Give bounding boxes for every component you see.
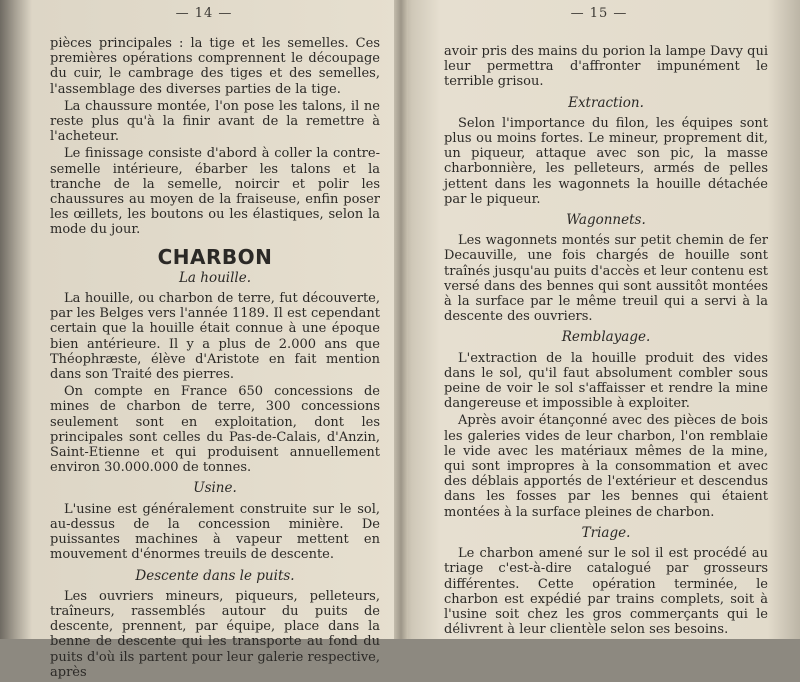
paragraph: L'extraction de la houille produit des vides dans le sol, qu'il faut absolument combler sous peine de voir le sol s'affaisser et rendre la mine dangereuse et impossible à exploiter.	[444, 350, 768, 412]
paragraph: La houille, ou charbon de terre, fut découverte, par les Belges vers l'année 1189. Il est cependant certain que la houille était connue à une époque bien antérieure. Il y a plus de 2.000 ans que Théophræste, élève d'Aristote en fait mention dans son Traité des pierres.	[50, 291, 380, 383]
section-heading: Extraction.	[568, 94, 644, 111]
paragraph: Après avoir étançonné avec des pièces de bois les galeries vides de leur charbon, l'on remblaie le vide avec les matériaux mêmes de la mine, qui sont impropres à la consommation et avec des déblais apportés de l'extérieur et descendus dans les fosses par les bennes qui étaient montées à la surface pleines de charbon.	[444, 413, 768, 520]
section-heading: Triage.	[581, 524, 631, 541]
paragraph: Le finissage consiste d'abord à coller la contre-semelle intérieure, ébarber les talons et la tranche de la semelle, noircir et polir les chaussures au moyen de la fraiseuse, enfin poser les œillets, les boutons ou les élastiques, selon la mode du jour.	[50, 146, 380, 238]
paragraph: pièces principales : la tige et les semelles. Ces premières opérations comprennent le découpage du cuir, le cambrage des tiges et des semelles, l'assemblage des diverses parties de la tige.	[50, 36, 380, 97]
book-spine	[394, 0, 408, 639]
section-heading: La houille.	[178, 269, 252, 286]
section-heading: Remblayage.	[561, 329, 651, 346]
right-page	[408, 0, 790, 639]
paragraph: Selon l'importance du filon, les équipes sont plus ou moins fortes. Le mineur, proprement dit, un piqueur, attaque avec son pic, la masse charbonnière, les pelleteurs, armés de pelles jettent dans les wagonnets la houille détachée par le piqueur.	[444, 115, 768, 207]
paragraph: La chaussure montée, l'on pose les talons, il ne reste plus qu'à la finir avant de la remettre à l'acheteur.	[50, 98, 380, 145]
paragraph: Les wagonnets montés sur petit chemin de fer Decauville, une fois chargés de houille sont traînés jusqu'au puits d'accès et leur contenu est versé dans des bennes qui sont aussitôt montées à la surface par le même treuil qui a servi à la descente des ouvriers.	[444, 233, 768, 325]
chapter-title: CHARBON	[157, 244, 273, 269]
right-page-text	[444, 44, 768, 639]
section-heading: Descente dans le puits.	[135, 567, 295, 584]
paragraph: Le charbon amené sur le sol il est procédé au triage c'est-à-dire catalogué par grosseurs différentes. Cette opération terminée, le charbon est expédié par trains complets, soit à l'usine soit chez les gros commerçants qui le délivrent à leur clientèle selon ses besoins.	[444, 546, 768, 638]
left-page-text	[50, 36, 380, 682]
section-heading: Wagonnets.	[566, 212, 646, 229]
page-number-left: — 14 —	[175, 6, 233, 21]
paragraph: On compte en France 650 concessions de mines de charbon de terre, 300 concessions seulement sont en exploitation, dont les principales sont celles du Pas-de-Calais, d'Anzin, Saint-Etienne et qui produisent annuellement environ 30.000.000 de tonnes.	[50, 384, 380, 476]
left-page	[18, 0, 390, 680]
paragraph: avoir pris des mains du porion la lampe Davy qui leur permettra d'affronter impunément le terrible grisou.	[444, 44, 768, 90]
section-heading: Usine.	[193, 480, 237, 497]
paragraph: L'usine est généralement construite sur le sol, au-dessus de la concession minière. De puissantes machines à vapeur mettent en mouvement d'énormes treuils de descente.	[50, 501, 380, 563]
page-number-right: — 15 —	[570, 6, 628, 21]
paragraph: Les ouvriers mineurs, piqueurs, pelleteurs, traîneurs, rassemblés autour du puits de descente, prennent, par équipe, place dans la benne de descente qui les transporte au fond du puits d'où ils partent pour leur galerie respective, après	[50, 588, 380, 680]
